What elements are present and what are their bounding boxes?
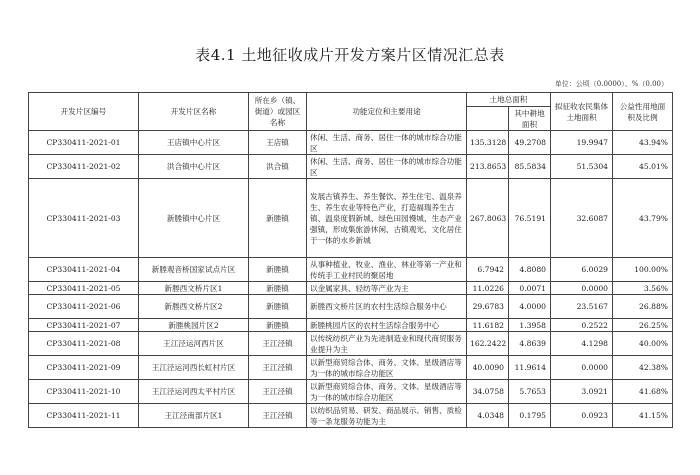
- header-collective-land: 拟征收农民集体土地面积: [551, 93, 613, 131]
- cell-town: 新塍镇: [249, 319, 307, 332]
- cell-total-area: 11.6182: [467, 319, 509, 332]
- cell-collective-area: 23.5167: [551, 295, 613, 319]
- cell-function: 从事种植业、牧业、渔业、林业等第一产业和传统手工业村民的聚居地: [307, 258, 467, 282]
- cell-plough-area: 4.8080: [509, 258, 551, 282]
- table-row: [29, 131, 673, 155]
- cell-function: 以传统纺织产业为先进制造业和现代商贸服务业提升为主: [307, 332, 467, 356]
- cell-plough-area: 5.7653: [509, 380, 551, 404]
- summary-table: [28, 92, 673, 428]
- table-row: [29, 179, 673, 258]
- unit-note: 单位：公顷（0.0000）、%（0.00）: [554, 80, 668, 88]
- cell-function: 发展古镇养生、养生餐饮、养生住宅、温泉养生、养生农业等特色产业，打造福瑞养生古镇、温泉度假新城、绿色田园慢城、生态产业强镇，形成集旅游休闲、古镇观光、文化居住于一体的水乡新城: [307, 179, 467, 258]
- table-row: [29, 380, 673, 404]
- cell-function: 休闲、生活、商务、居住一体的城市综合功能区: [307, 131, 467, 155]
- cell-plough-area: 1.3958: [509, 319, 551, 332]
- cell-plough-area: 76.5191: [509, 179, 551, 258]
- cell-total-area: 40.0090: [467, 356, 509, 380]
- cell-public-ratio: 41.68%: [613, 380, 673, 404]
- cell-plough-area: 85.5834: [509, 155, 551, 179]
- table-row: [29, 295, 673, 319]
- cell-function: 以新型商贸综合体、商务、文体、星级酒店等为一体的城市综合功能区: [307, 356, 467, 380]
- cell-name: 新塍西文桥片区1: [139, 282, 249, 295]
- cell-name: 新塍西文桥片区2: [139, 295, 249, 319]
- cell-public-ratio: 45.01%: [613, 155, 673, 179]
- cell-name: 王店镇中心片区: [139, 131, 249, 155]
- cell-collective-area: 3.0921: [551, 380, 613, 404]
- table-row: [29, 356, 673, 380]
- cell-plough-area: 49.2708: [509, 131, 551, 155]
- cell-plough-area: 4.0000: [509, 295, 551, 319]
- header-total-blank: [467, 107, 509, 131]
- cell-town: 王江泾镇: [249, 404, 307, 428]
- cell-town: 王江泾镇: [249, 356, 307, 380]
- cell-plough-area: 0.1795: [509, 404, 551, 428]
- header-public-land: 公益性用地面积及比例: [613, 93, 673, 131]
- cell-function: 新塍西文桥片区的农村生活综合服务中心: [307, 295, 467, 319]
- cell-function: 新塍桃园片区的农村生活综合服务中心: [307, 319, 467, 332]
- cell-town: 新塍镇: [249, 295, 307, 319]
- cell-code: CP330411-2021-10: [29, 380, 139, 404]
- header-total-area: 土地总面积: [467, 93, 551, 107]
- cell-code: CP330411-2021-06: [29, 295, 139, 319]
- cell-town: 王江泾镇: [249, 380, 307, 404]
- cell-town: 新塍镇: [249, 179, 307, 258]
- header-name: 开发片区名称: [139, 93, 249, 131]
- cell-collective-area: 4.1298: [551, 332, 613, 356]
- cell-name: 王江泾南部片区1: [139, 404, 249, 428]
- cell-plough-area: 11.9614: [509, 356, 551, 380]
- cell-code: CP330411-2021-08: [29, 332, 139, 356]
- cell-total-area: 4.0348: [467, 404, 509, 428]
- cell-town: 新塍镇: [249, 282, 307, 295]
- header-town: 所在乡（镇、街道）或园区名称: [249, 93, 307, 131]
- table-row: [29, 332, 673, 356]
- cell-collective-area: 51.5304: [551, 155, 613, 179]
- cell-code: CP330411-2021-05: [29, 282, 139, 295]
- cell-collective-area: 19.9947: [551, 131, 613, 155]
- cell-public-ratio: 100.00%: [613, 258, 673, 282]
- cell-function: 以新型商贸综合体、商务、文体、星级酒店等为一体的城市综合功能区: [307, 380, 467, 404]
- header-function: 功能定位和主要用途: [307, 93, 467, 131]
- cell-public-ratio: 26.88%: [613, 295, 673, 319]
- cell-code: CP330411-2021-09: [29, 356, 139, 380]
- cell-code: CP330411-2021-03: [29, 179, 139, 258]
- cell-code: CP330411-2021-04: [29, 258, 139, 282]
- cell-total-area: 135.3128: [467, 131, 509, 155]
- cell-total-area: 213.8653: [467, 155, 509, 179]
- cell-function: 以纺织品贸易、研发、商品展示、销售、质检等一条龙服务功能为主: [307, 404, 467, 428]
- cell-plough-area: 0.0071: [509, 282, 551, 295]
- cell-name: 王江泾运河西长虹村片区: [139, 356, 249, 380]
- cell-function: 以金属家具、轻纺等产业为主: [307, 282, 467, 295]
- cell-name: 洪合镇中心片区: [139, 155, 249, 179]
- cell-public-ratio: 42.38%: [613, 356, 673, 380]
- cell-town: 王店镇: [249, 131, 307, 155]
- cell-public-ratio: 43.94%: [613, 131, 673, 155]
- cell-total-area: 162.2422: [467, 332, 509, 356]
- header-code: 开发片区编号: [29, 93, 139, 131]
- cell-public-ratio: 26.25%: [613, 319, 673, 332]
- table-row: [29, 282, 673, 295]
- cell-name: 新塍观音桥国家试点片区: [139, 258, 249, 282]
- cell-total-area: 11.0226: [467, 282, 509, 295]
- cell-code: CP330411-2021-01: [29, 131, 139, 155]
- header-plough: 其中耕地面积: [509, 107, 551, 131]
- cell-name: 新塍桃园片区2: [139, 319, 249, 332]
- cell-name: 王江泾运河西片区: [139, 332, 249, 356]
- cell-total-area: 34.0758: [467, 380, 509, 404]
- cell-plough-area: 4.8639: [509, 332, 551, 356]
- table-row: [29, 404, 673, 428]
- cell-public-ratio: 40.00%: [613, 332, 673, 356]
- cell-town: 新塍镇: [249, 258, 307, 282]
- table-title: 表4.1 土地征收成片开发方案片区情况汇总表: [195, 46, 505, 64]
- cell-collective-area: 32.6087: [551, 179, 613, 258]
- cell-public-ratio: 43.79%: [613, 179, 673, 258]
- cell-collective-area: 0.0000: [551, 356, 613, 380]
- table-row: [29, 319, 673, 332]
- table-row: [29, 258, 673, 282]
- cell-code: CP330411-2021-11: [29, 404, 139, 428]
- cell-town: 洪合镇: [249, 155, 307, 179]
- cell-collective-area: 0.2522: [551, 319, 613, 332]
- cell-collective-area: 0.0923: [551, 404, 613, 428]
- cell-total-area: 267.8063: [467, 179, 509, 258]
- cell-collective-area: 6.0029: [551, 258, 613, 282]
- cell-name: 王江泾运河西太平村片区: [139, 380, 249, 404]
- cell-public-ratio: 41.15%: [613, 404, 673, 428]
- cell-name: 新塍镇中心片区: [139, 179, 249, 258]
- cell-town: 王江泾镇: [249, 332, 307, 356]
- cell-collective-area: 0.0000: [551, 282, 613, 295]
- cell-code: CP330411-2021-02: [29, 155, 139, 179]
- table-row: [29, 155, 673, 179]
- cell-function: 休闲、生活、商务、居住一体的城市综合功能区: [307, 155, 467, 179]
- cell-total-area: 6.7942: [467, 258, 509, 282]
- cell-code: CP330411-2021-07: [29, 319, 139, 332]
- cell-public-ratio: 3.56%: [613, 282, 673, 295]
- cell-total-area: 29.6783: [467, 295, 509, 319]
